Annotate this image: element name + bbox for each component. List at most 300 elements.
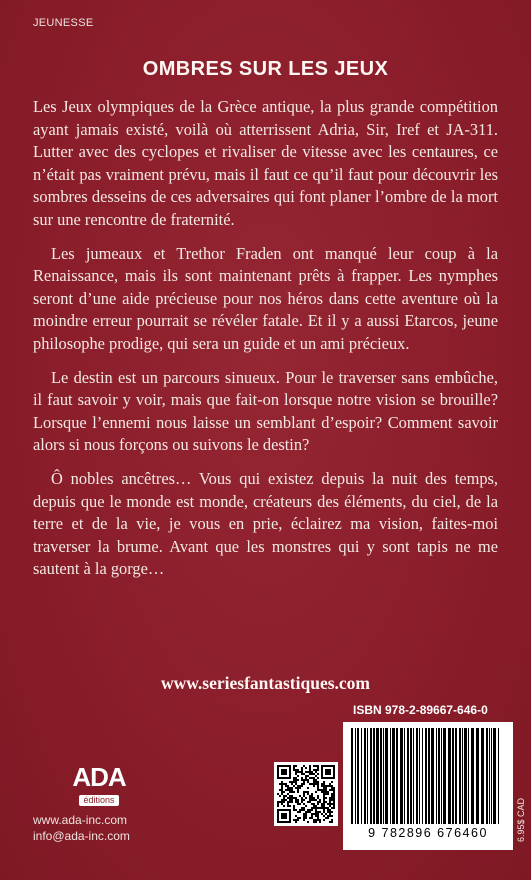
- qr-module: [331, 807, 333, 809]
- qr-module: [331, 803, 333, 805]
- qr-module: [289, 805, 291, 807]
- barcode-bar: [464, 728, 467, 824]
- qr-module: [303, 795, 305, 797]
- qr-module: [309, 797, 311, 799]
- qr-module: [297, 791, 299, 793]
- qr-module: [283, 791, 285, 793]
- qr-module: [327, 809, 329, 811]
- qr-module: [333, 799, 335, 801]
- qr-module: [329, 783, 331, 785]
- qr-module: [297, 787, 299, 789]
- qr-module: [325, 793, 327, 795]
- publisher-logo: [64, 764, 134, 808]
- qr-module: [285, 789, 287, 791]
- qr-module: [317, 813, 319, 815]
- barcode-bar: [471, 728, 474, 824]
- qr-module: [293, 791, 295, 793]
- barcode-bar: [448, 728, 451, 824]
- qr-module: [301, 779, 303, 781]
- qr-module: [329, 799, 331, 801]
- qr-module: [281, 803, 283, 805]
- publisher-website[interactable]: www.ada-inc.com: [33, 813, 128, 827]
- qr-module: [297, 779, 299, 781]
- qr-module: [281, 783, 283, 785]
- qr-module: [333, 791, 335, 793]
- qr-module: [305, 791, 307, 793]
- qr-module: [315, 813, 317, 815]
- qr-module: [301, 785, 303, 787]
- qr-module: [297, 819, 299, 821]
- barcode-bar: [438, 728, 440, 824]
- qr-module: [309, 771, 311, 773]
- qr-module: [301, 769, 303, 771]
- barcode: [343, 722, 513, 850]
- qr-module: [291, 781, 293, 783]
- qr-module: [323, 787, 325, 789]
- synopsis: [33, 96, 498, 592]
- barcode-bar: [422, 728, 423, 824]
- qr-module: [313, 803, 315, 805]
- qr-module: [313, 805, 315, 807]
- qr-module: [329, 803, 331, 805]
- qr-module: [281, 813, 287, 819]
- qr-module: [327, 807, 329, 809]
- qr-module: [315, 775, 317, 777]
- qr-module: [317, 797, 319, 799]
- qr-module: [279, 783, 281, 785]
- qr-module: [327, 803, 329, 805]
- qr-module: [329, 785, 331, 787]
- qr-module: [315, 771, 317, 773]
- qr-module: [313, 773, 315, 775]
- qr-module: [305, 817, 307, 819]
- barcode-bar: [425, 728, 427, 824]
- qr-module: [313, 765, 315, 767]
- qr-module: [323, 809, 325, 811]
- qr-module: [323, 793, 325, 795]
- barcode-bar: [489, 728, 490, 824]
- qr-module: [297, 803, 299, 805]
- barcode-bar: [410, 728, 412, 824]
- qr-module: [277, 793, 279, 795]
- qr-module: [311, 807, 313, 809]
- qr-module: [321, 783, 323, 785]
- qr-module: [305, 779, 307, 781]
- qr-module: [317, 781, 319, 783]
- qr-module: [313, 777, 315, 779]
- barcode-bar: [455, 728, 457, 824]
- qr-module: [315, 779, 317, 781]
- qr-module: [315, 783, 317, 785]
- qr-module: [295, 819, 297, 821]
- qr-module: [293, 785, 295, 787]
- qr-module: [315, 821, 317, 823]
- barcode-bar: [392, 728, 395, 824]
- qr-module: [317, 783, 319, 785]
- qr-module: [297, 785, 299, 787]
- qr-module: [299, 803, 301, 805]
- qr-module: [295, 821, 297, 823]
- qr-module: [315, 809, 317, 811]
- barcode-bar: [373, 728, 375, 824]
- synopsis-paragraph: Le destin est un parcours sinueux. Pour le traverser sans embûche, il faut savoir y voir, mais que fait-on lorsque notre vision se brouille? Lorsque l’ennemi nous laisse un semblant d’espoir? Comment savoir alors si nous forçons ou suivons le destin?: [33, 367, 498, 455]
- qr-module: [299, 785, 301, 787]
- qr-module: [285, 785, 287, 787]
- barcode-bar: [380, 728, 382, 824]
- qr-module: [299, 809, 301, 811]
- qr-module: [317, 817, 319, 819]
- qr-module: [317, 795, 319, 797]
- qr-module: [309, 773, 311, 775]
- qr-module: [331, 781, 333, 783]
- qr-module: [311, 793, 313, 795]
- qr-module: [305, 815, 307, 817]
- qr-module: [327, 817, 329, 819]
- qr-module: [303, 799, 305, 801]
- qr-module: [289, 789, 291, 791]
- qr-module: [305, 771, 307, 773]
- qr-module: [295, 797, 297, 799]
- qr-module: [325, 801, 327, 803]
- qr-module: [329, 809, 331, 811]
- qr-module: [317, 811, 319, 813]
- qr-module: [321, 789, 323, 791]
- qr-module: [305, 767, 307, 769]
- qr-module: [317, 787, 319, 789]
- qr-module: [319, 821, 321, 823]
- synopsis-paragraph: Les jumeaux et Trethor Fraden ont manqué leur coup à la Renaissance, mais ils sont maintenant prêts à frapper. Les nymphes seront d’une aide précieuse pour nos héros dans cette aventure où la moindre erreur pourrait se révéler fatale. Et il y a aussi Etarcos, jeune philosophe prodige, qui sera un guide et un ami précieux.: [33, 243, 498, 353]
- qr-module: [313, 799, 315, 801]
- qr-module: [291, 801, 293, 803]
- qr-module: [323, 785, 325, 787]
- qr-module: [297, 769, 299, 771]
- publisher-logo-mark: ADA: [72, 762, 126, 792]
- qr-module: [325, 817, 327, 819]
- qr-module: [325, 787, 327, 789]
- qr-module: [313, 807, 315, 809]
- qr-module: [307, 775, 309, 777]
- qr-module: [297, 775, 299, 777]
- qr-module: [295, 809, 297, 811]
- qr-module: [331, 787, 333, 789]
- qr-module: [295, 815, 297, 817]
- barcode-bar: [376, 728, 379, 824]
- qr-module: [281, 781, 283, 783]
- qr-module: [303, 765, 305, 767]
- qr-module: [309, 809, 311, 811]
- qr-code-icon: [274, 762, 338, 826]
- qr-module: [281, 769, 287, 775]
- qr-module: [327, 785, 329, 787]
- qr-module: [303, 779, 305, 781]
- qr-module: [281, 793, 283, 795]
- qr-module: [317, 807, 319, 809]
- qr-module: [287, 797, 289, 799]
- qr-module: [301, 807, 303, 809]
- qr-module: [317, 767, 319, 769]
- qr-module: [327, 791, 329, 793]
- qr-module: [303, 809, 305, 811]
- qr-module: [287, 805, 289, 807]
- qr-module: [323, 797, 325, 799]
- qr-module: [281, 799, 283, 801]
- qr-module: [309, 777, 311, 779]
- qr-module: [297, 771, 299, 773]
- barcode-bar: [468, 728, 469, 824]
- qr-module: [301, 797, 303, 799]
- qr-module: [323, 789, 325, 791]
- qr-module: [307, 787, 309, 789]
- qr-module: [285, 799, 287, 801]
- qr-module: [333, 789, 335, 791]
- barcode-bar: [385, 728, 388, 824]
- qr-module: [311, 777, 313, 779]
- qr-module: [289, 795, 291, 797]
- qr-module: [329, 821, 331, 823]
- qr-module: [307, 811, 309, 813]
- qr-module: [325, 797, 327, 799]
- qr-module: [297, 801, 299, 803]
- qr-module: [293, 769, 295, 771]
- qr-module: [325, 807, 327, 809]
- qr-module: [307, 801, 309, 803]
- qr-module: [279, 789, 281, 791]
- qr-module: [289, 797, 291, 799]
- qr-module: [317, 819, 319, 821]
- qr-module: [309, 817, 311, 819]
- qr-module: [287, 787, 289, 789]
- publisher-logo-subtitle: éditions: [79, 795, 118, 806]
- barcode-bar: [462, 728, 463, 824]
- qr-module: [283, 805, 285, 807]
- barcode-bar: [498, 728, 499, 824]
- qr-module: [323, 791, 325, 793]
- isbn-label: ISBN 978-2-89667-646-0: [353, 703, 488, 717]
- qr-module: [305, 811, 307, 813]
- series-website[interactable]: www.seriesfantastiques.com: [160, 673, 370, 693]
- qr-module: [291, 797, 293, 799]
- barcode-bar: [367, 728, 368, 824]
- barcode-bar: [413, 728, 414, 824]
- qr-module: [327, 815, 329, 817]
- barcode-bar: [419, 728, 420, 824]
- qr-module: [315, 765, 317, 767]
- qr-module: [285, 783, 287, 785]
- synopsis-paragraph: Ô nobles ancêtres… Vous qui existez depuis la nuit des temps, depuis que le monde est monde, créateurs des éléments, du ciel, de la terre et de la vie, je vous en prie, éclairez ma vision, faites-moi traverser la brume. Avant que les monstres qui y sont tapis ne me sautent à la gorge…: [33, 468, 498, 579]
- qr-module: [323, 807, 325, 809]
- qr-module: [303, 793, 305, 795]
- qr-module: [287, 785, 289, 787]
- qr-module: [315, 811, 317, 813]
- qr-module: [321, 805, 323, 807]
- qr-module: [301, 799, 303, 801]
- qr-module: [289, 801, 291, 803]
- qr-module: [331, 815, 333, 817]
- qr-module: [311, 773, 313, 775]
- qr-module: [321, 803, 323, 805]
- qr-module: [301, 773, 303, 775]
- qr-module: [307, 791, 309, 793]
- qr-module: [293, 779, 295, 781]
- qr-module: [307, 821, 309, 823]
- barcode-bar: [400, 728, 403, 824]
- qr-module: [331, 797, 333, 799]
- qr-module: [295, 801, 297, 803]
- qr-module: [315, 769, 317, 771]
- qr-module: [311, 815, 313, 817]
- barcode-bar: [355, 728, 356, 824]
- qr-module: [327, 811, 329, 813]
- qr-module: [307, 779, 309, 781]
- qr-module: [317, 801, 319, 803]
- qr-module: [329, 797, 331, 799]
- qr-module: [283, 799, 285, 801]
- qr-module: [297, 817, 299, 819]
- qr-module: [325, 813, 327, 815]
- qr-module: [305, 777, 307, 779]
- qr-module: [315, 815, 317, 817]
- qr-module: [293, 809, 295, 811]
- qr-module: [303, 817, 305, 819]
- qr-module: [299, 811, 301, 813]
- barcode-bar: [459, 728, 461, 824]
- qr-module: [293, 805, 295, 807]
- qr-module: [295, 799, 297, 801]
- qr-module: [325, 769, 331, 775]
- barcode-bar: [431, 728, 434, 824]
- qr-module: [277, 803, 279, 805]
- qr-module: [291, 799, 293, 801]
- barcode-bar: [396, 728, 398, 824]
- qr-module: [323, 815, 325, 817]
- qr-module: [295, 779, 297, 781]
- price-label: 6.95$ CAD: [516, 797, 526, 842]
- qr-module: [295, 777, 297, 779]
- qr-module: [303, 803, 305, 805]
- qr-module: [299, 771, 301, 773]
- qr-module: [313, 821, 315, 823]
- barcode-number: 9 782896 676460: [368, 826, 488, 840]
- book-title: OMBRES SUR LES JEUX: [142, 58, 389, 80]
- qr-module: [303, 819, 305, 821]
- qr-module: [309, 769, 311, 771]
- qr-module: [289, 791, 291, 793]
- qr-module: [323, 801, 325, 803]
- barcode-bar: [428, 728, 430, 824]
- qr-module: [289, 787, 291, 789]
- qr-module: [319, 819, 321, 821]
- qr-module: [319, 801, 321, 803]
- barcode-bar: [491, 728, 492, 824]
- qr-module: [309, 811, 311, 813]
- qr-module: [291, 783, 293, 785]
- qr-module: [317, 777, 319, 779]
- qr-module: [325, 785, 327, 787]
- qr-module: [297, 811, 299, 813]
- qr-module: [301, 783, 303, 785]
- qr-module: [309, 799, 311, 801]
- barcode-bar: [351, 728, 353, 824]
- qr-module: [285, 795, 287, 797]
- qr-module: [309, 801, 311, 803]
- qr-module: [281, 801, 283, 803]
- qr-module: [305, 805, 307, 807]
- qr-module: [283, 783, 285, 785]
- qr-module: [289, 799, 291, 801]
- qr-module: [315, 807, 317, 809]
- qr-module: [311, 817, 313, 819]
- qr-module: [295, 773, 297, 775]
- qr-module: [333, 793, 335, 795]
- barcode-bar: [452, 728, 454, 824]
- qr-module: [313, 819, 315, 821]
- qr-module: [331, 789, 333, 791]
- qr-module: [317, 785, 319, 787]
- qr-module: [323, 803, 325, 805]
- qr-module: [333, 807, 335, 809]
- qr-module: [317, 789, 319, 791]
- qr-module: [311, 799, 313, 801]
- qr-module: [297, 789, 299, 791]
- qr-module: [331, 819, 333, 821]
- qr-module: [309, 765, 311, 767]
- qr-module: [293, 777, 295, 779]
- qr-module: [317, 765, 319, 767]
- qr-module: [283, 795, 285, 797]
- qr-module: [323, 781, 325, 783]
- qr-module: [281, 787, 283, 789]
- qr-module: [331, 799, 333, 801]
- qr-module: [293, 807, 295, 809]
- qr-module: [277, 805, 279, 807]
- qr-module: [281, 785, 283, 787]
- qr-module: [315, 799, 317, 801]
- qr-module: [299, 787, 301, 789]
- qr-module: [277, 801, 279, 803]
- qr-module: [295, 781, 297, 783]
- barcode-bar: [441, 728, 442, 824]
- qr-module: [287, 793, 289, 795]
- qr-module: [329, 811, 331, 813]
- qr-module: [331, 821, 333, 823]
- qr-module: [295, 787, 297, 789]
- qr-module: [295, 783, 297, 785]
- qr-module: [281, 789, 283, 791]
- qr-module: [329, 805, 331, 807]
- qr-module: [321, 785, 323, 787]
- synopsis-paragraph: Les Jeux olympiques de la Grèce antique, la plus grande compétition ayant jamais existé, voilà où atterrissent Adria, Sir, Iref et JA-311. Lutter avec des cyclopes et rivaliser de vitesse avec les centaures, ce n’était pas vraiment prévu, mais il faut ce qu’il faut pour découvrir les sombres desseins de ces adversaires qui font planer l’ombre de la mort sur une rencontre de fraternité.: [33, 97, 498, 229]
- qr-module: [303, 815, 305, 817]
- qr-module: [333, 805, 335, 807]
- qr-module: [297, 799, 299, 801]
- barcode-bar: [493, 728, 496, 824]
- qr-module: [313, 783, 315, 785]
- qr-module: [307, 809, 309, 811]
- qr-module: [311, 803, 313, 805]
- qr-module: [301, 801, 303, 803]
- publisher-email[interactable]: info@ada-inc.com: [33, 829, 130, 843]
- qr-module: [317, 815, 319, 817]
- qr-module: [333, 787, 335, 789]
- qr-module: [291, 789, 293, 791]
- qr-module: [315, 781, 317, 783]
- barcode-bar: [383, 728, 384, 824]
- barcode-bar: [443, 728, 446, 824]
- qr-module: [323, 783, 325, 785]
- qr-module: [293, 819, 295, 821]
- qr-module: [303, 807, 305, 809]
- qr-module: [321, 813, 323, 815]
